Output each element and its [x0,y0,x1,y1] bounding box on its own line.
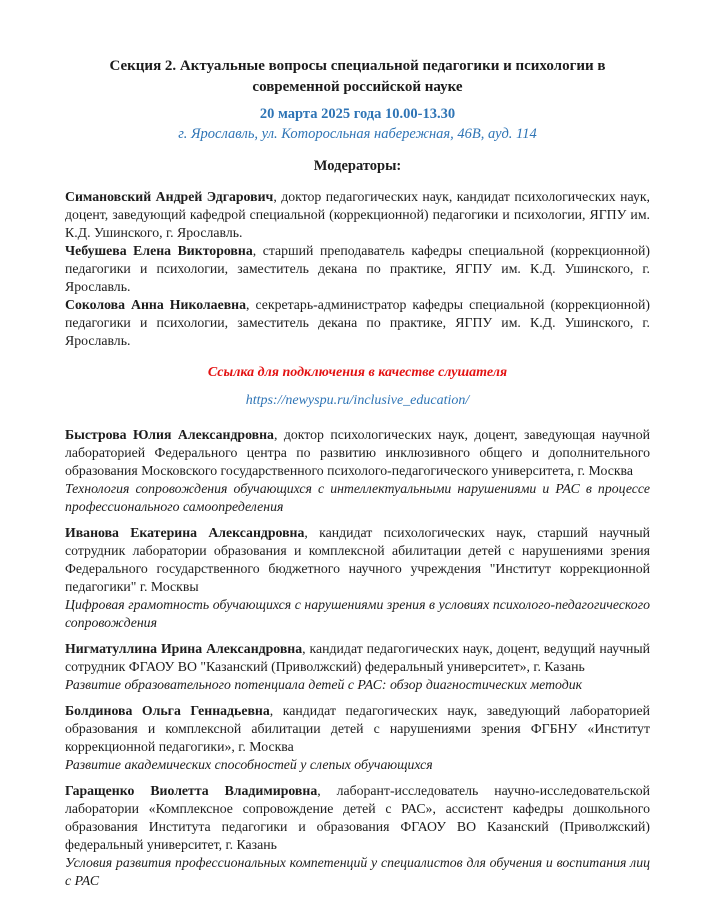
session-datetime: 20 марта 2025 года 10.00-13.30 [259,106,456,122]
speaker-entry [65,640,650,694]
speaker-description: , кандидат психологических наук, старший научный сотрудник лаборатории образования и комплексной абилитации детей с нарушениями зрения Федерального государственного бюджетного научного учреждения "Институт коррекционной педагогики" г. Москвы [65,525,650,594]
speaker-name: Быстрова Юлия Александровна [65,427,274,442]
speakers-list [65,426,650,890]
session-location: г. Ярославль, ул. Которосльная набережная, 46В, ауд. 114 [178,126,537,142]
listener-link-label: Ссылка для подключения в качестве слушателя [207,365,508,380]
speaker-name: Нигматуллина Ирина Александровна [65,641,303,656]
speaker-entry [65,702,650,774]
speaker-topic: Цифровая грамотность обучающихся с нарушениями зрения в условиях психолого-педагогического сопровождения [65,597,650,630]
speaker-topic: Технология сопровождения обучающихся с интеллектуальными нарушениями и РАС в процессе профессионального самоопределения [65,481,650,514]
speaker-description: , кандидат педагогических наук, заведующий лабораторией образования и комплексной абилитации детей с нарушениями зрения ФГБНУ «Институт коррекционной педагогики», г. Москва [65,703,650,754]
moderators-heading: Модераторы: [313,158,402,174]
listener-link[interactable]: https://newyspu.ru/inclusive_education/ [245,393,470,408]
speaker-name: Гаращенко Виолетта Владимировна [65,783,318,798]
moderator-entry [65,188,650,242]
moderator-entry [65,296,650,350]
moderator-entry [65,242,650,296]
speaker-topic: Развитие образовательного потенциала детей с РАС: обзор диагностических методик [65,677,583,692]
speaker-entry [65,426,650,516]
listener-link-line [65,392,650,410]
moderators-list [65,188,650,350]
speaker-entry [65,524,650,632]
moderator-description: , секретарь-администратор кафедры специальной (коррекционной) педагогики и психологии, заместитель декана по практике, ЯГПУ им. К.Д. Ушинского, г. Ярославль. [65,297,650,348]
moderator-name: Соколова Анна Николаевна [65,297,246,312]
speaker-description: , лаборант-исследователь научно-исследовательской лаборатории «Комплексное сопровождение детей с РАС», ассистент кафедры дошкольного образования Института педагогики и образования ФГАОУ ВО Казанский (Приволжский) федеральный университет, г. Казань [65,783,650,852]
speaker-topic: Развитие академических способностей у слепых обучающихся [65,757,433,772]
speaker-description: , доктор психологических наук, доцент, заведующая научной лабораторией Федерального центра по развитию инклюзивного общего и дополнительного образования Московского государственного психолого-педагогического университета, г. Москва [65,427,651,478]
moderator-name: Чебушева Елена Викторовна [65,243,253,258]
speaker-name: Болдинова Ольга Геннадьевна [65,703,270,718]
moderator-description: , доктор педагогических наук, кандидат психологических наук, доцент, заведующий кафедрой специальной (коррекционной) педагогики и психологии, ЯГПУ им. К.Д. Ушинского, г. Ярославль. [65,189,650,240]
speaker-entry [65,782,650,890]
speaker-topic: Условия развития профессиональных компетенций у специалистов для обучения и воспитания лиц с РАС [65,855,650,888]
section-title: Секция 2. Актуальные вопросы специальной педагогики и психологии в современной российской науке [109,58,606,95]
moderator-name: Симановский Андрей Эдгарович [65,189,274,204]
speaker-name: Иванова Екатерина Александровна [65,525,305,540]
moderator-description: , старший преподаватель кафедры специальной (коррекционной) педагогики и психологии, заместитель декана по практике, ЯГПУ им. К.Д. Ушинского, г. Ярославль. [65,243,650,294]
speaker-description: , кандидат педагогических наук, доцент, ведущий научный сотрудник ФГАОУ ВО "Казанский (Приволжский) федеральный университет», г. Казань [65,641,651,674]
